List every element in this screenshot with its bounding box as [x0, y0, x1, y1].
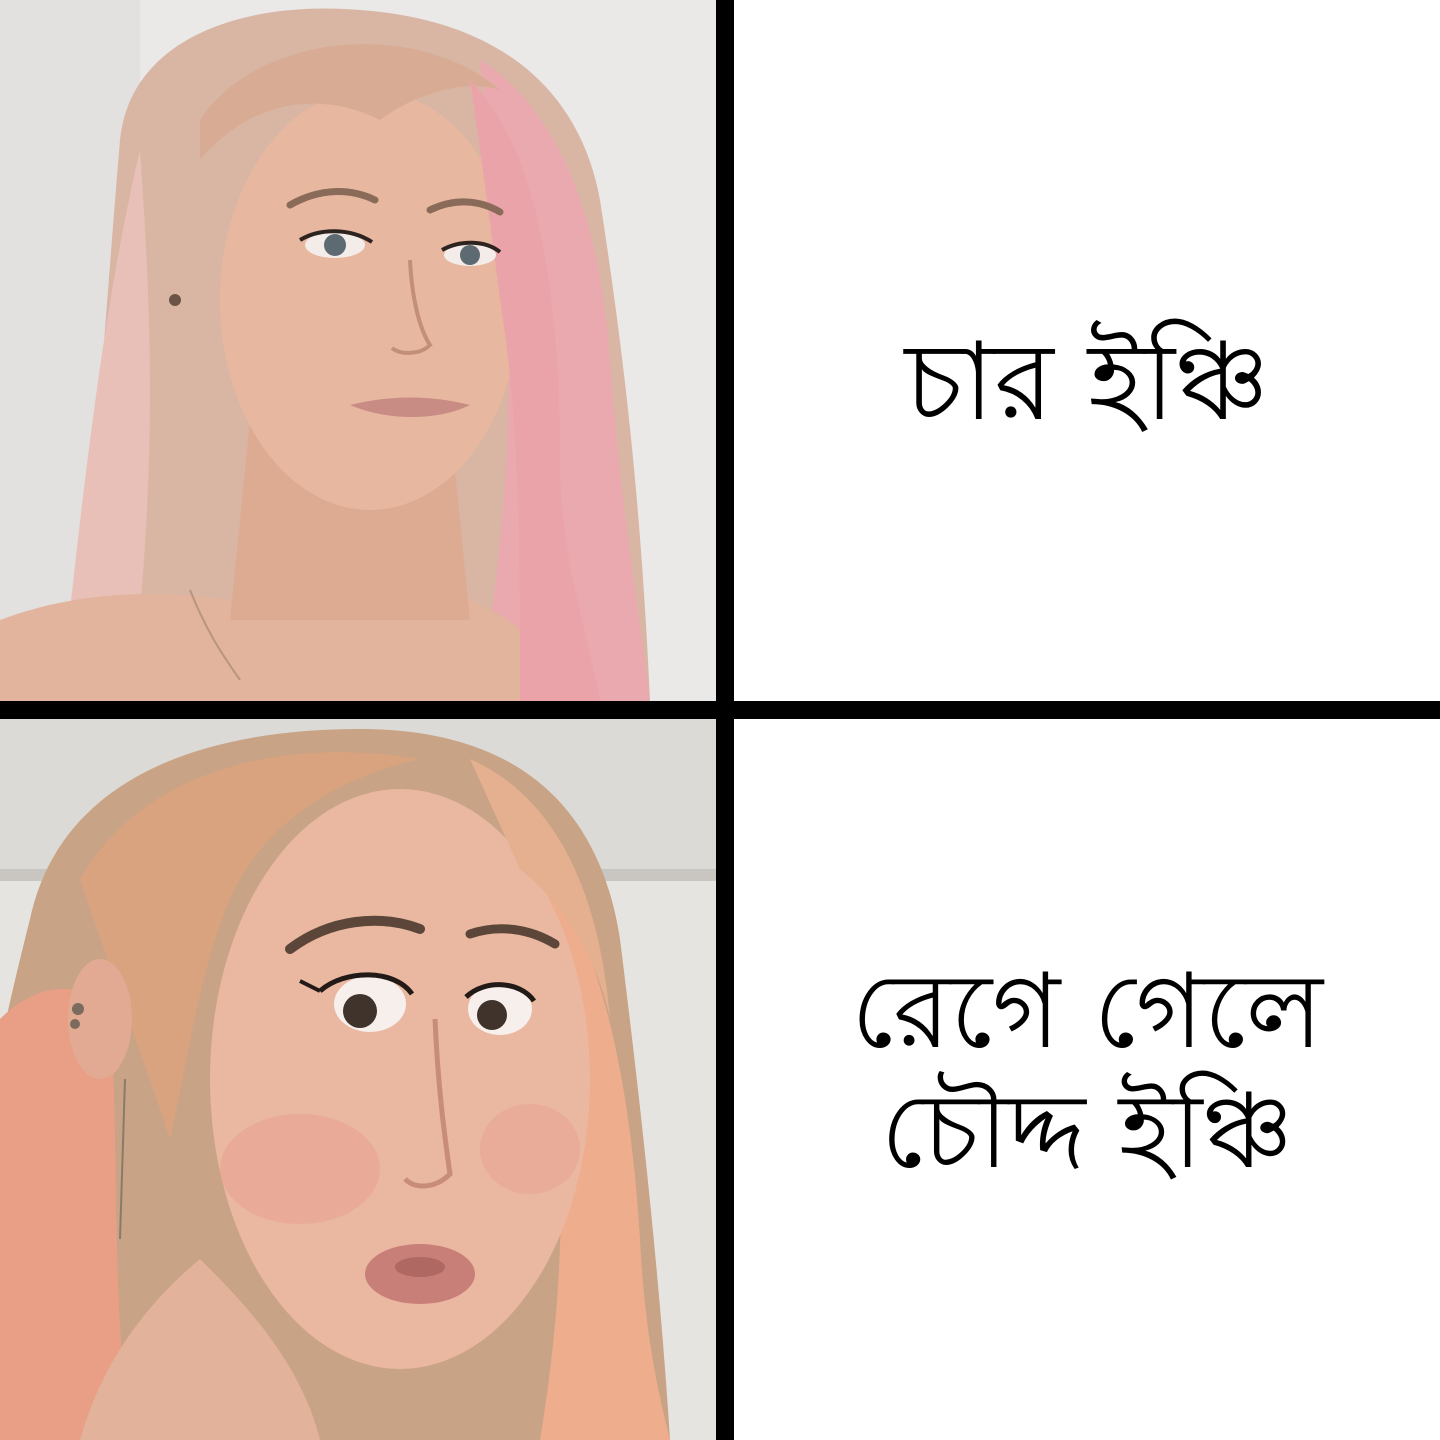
surprised-woman-illustration: [0, 719, 716, 1440]
caption-panel-bottom: [734, 719, 1440, 1440]
caption-four-inch: চার ইঞ্চি: [904, 320, 1270, 445]
horizontal-divider: [0, 701, 1440, 719]
caption-fourteen-inch: [734, 951, 1440, 1191]
skeptical-woman-illustration: [0, 0, 716, 701]
vertical-divider: [716, 0, 734, 1440]
photo-skeptical-woman: [0, 0, 716, 701]
caption-panel-top: [734, 0, 1440, 701]
caption-line-fourteen-inch: চৌদ্দ ইঞ্চি: [880, 1070, 1294, 1192]
caption-line-when-angry: রেগে গেলে: [850, 950, 1324, 1072]
photo-surprised-woman: [0, 719, 716, 1440]
